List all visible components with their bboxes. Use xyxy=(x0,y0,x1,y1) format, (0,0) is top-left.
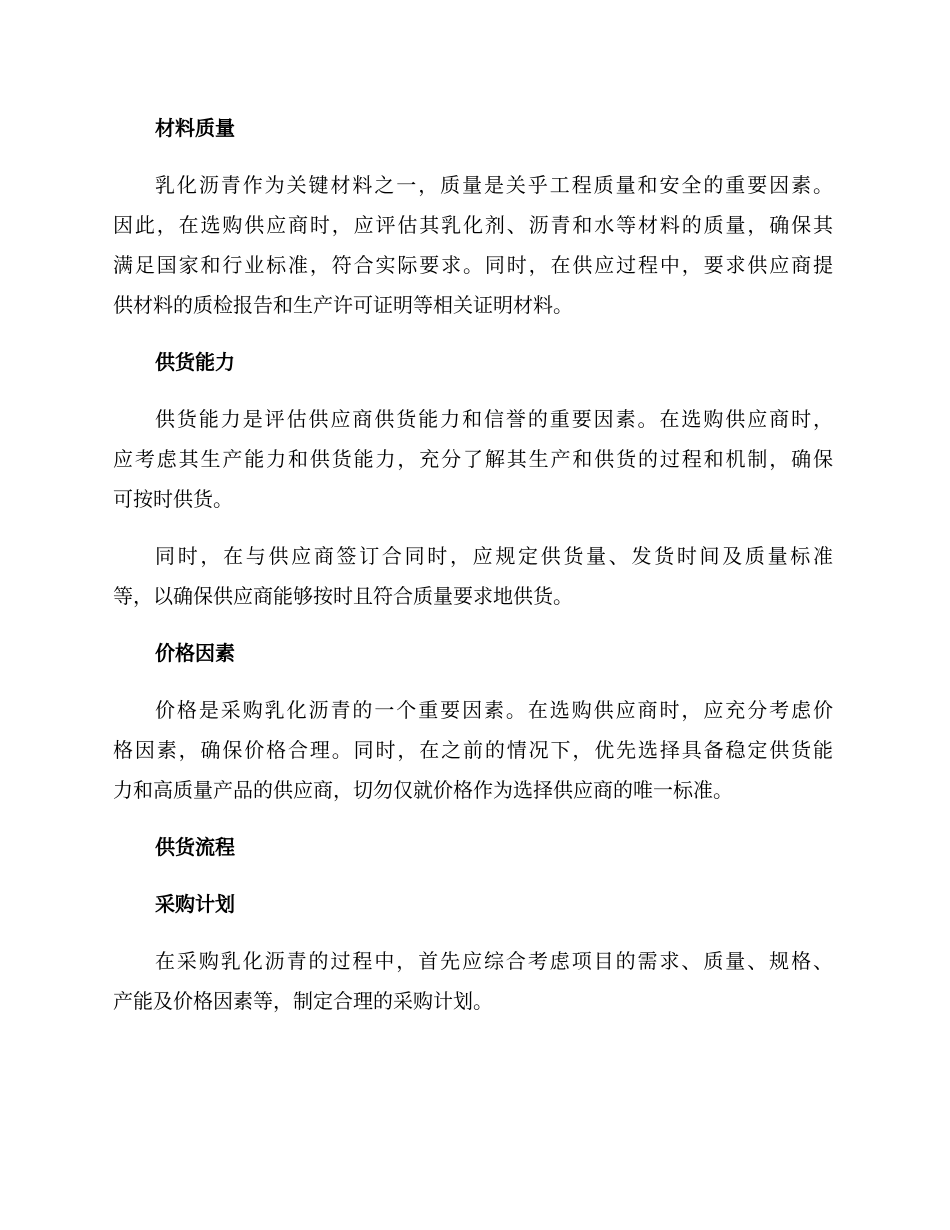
section-heading-supply-capacity: 供货能力 xyxy=(155,350,235,374)
document-page xyxy=(113,108,833,1038)
section-heading-supply-process: 供货流程 xyxy=(155,835,235,859)
paragraph-line: 可按时供货。 xyxy=(113,487,233,511)
paragraph-line: 供材料的质检报告和生产许可证明等相关证明材料。 xyxy=(113,293,573,317)
paragraph-line: 等，以确保供应商能够按时且符合质量要求地供货。 xyxy=(113,584,573,608)
paragraph-line: 应考虑其生产能力和供货能力，充分了解其生产和供货的过程和机制，确保 xyxy=(113,447,833,471)
paragraph-line: 在采购乳化沥青的过程中，首先应综合考虑项目的需求、质量、规格、 xyxy=(155,949,833,973)
paragraph-line: 因此，在选购供应商时，应评估其乳化剂、沥青和水等材料的质量，确保其 xyxy=(113,213,833,237)
paragraph-price-factor xyxy=(113,690,833,810)
paragraph-line: 供货能力是评估供应商供货能力和信誉的重要因素。在选购供应商时， xyxy=(155,407,833,431)
paragraph-material-quality xyxy=(113,165,833,325)
paragraph-purchase-plan xyxy=(113,941,833,1021)
paragraph-line: 格因素，确保价格合理。同时，在之前的情况下，优先选择具备稳定供货能 xyxy=(113,738,833,762)
paragraph-contract-terms xyxy=(113,536,833,616)
section-heading-material-quality: 材料质量 xyxy=(155,116,235,140)
paragraph-supply-capacity xyxy=(113,399,833,519)
paragraph-line: 力和高质量产品的供应商，切勿仅就价格作为选择供应商的唯一标准。 xyxy=(113,778,733,802)
paragraph-line: 乳化沥青作为关键材料之一，质量是关乎工程质量和安全的重要因素。 xyxy=(155,173,833,197)
section-heading-purchase-plan: 采购计划 xyxy=(155,892,235,916)
paragraph-line: 同时，在与供应商签订合同时，应规定供货量、发货时间及质量标准 xyxy=(155,544,833,568)
paragraph-line: 产能及价格因素等，制定合理的采购计划。 xyxy=(113,989,493,1013)
paragraph-line: 价格是采购乳化沥青的一个重要因素。在选购供应商时，应充分考虑价 xyxy=(155,698,833,722)
paragraph-line: 满足国家和行业标准，符合实际要求。同时，在供应过程中，要求供应商提 xyxy=(113,253,833,277)
section-heading-price-factor: 价格因素 xyxy=(155,641,235,665)
